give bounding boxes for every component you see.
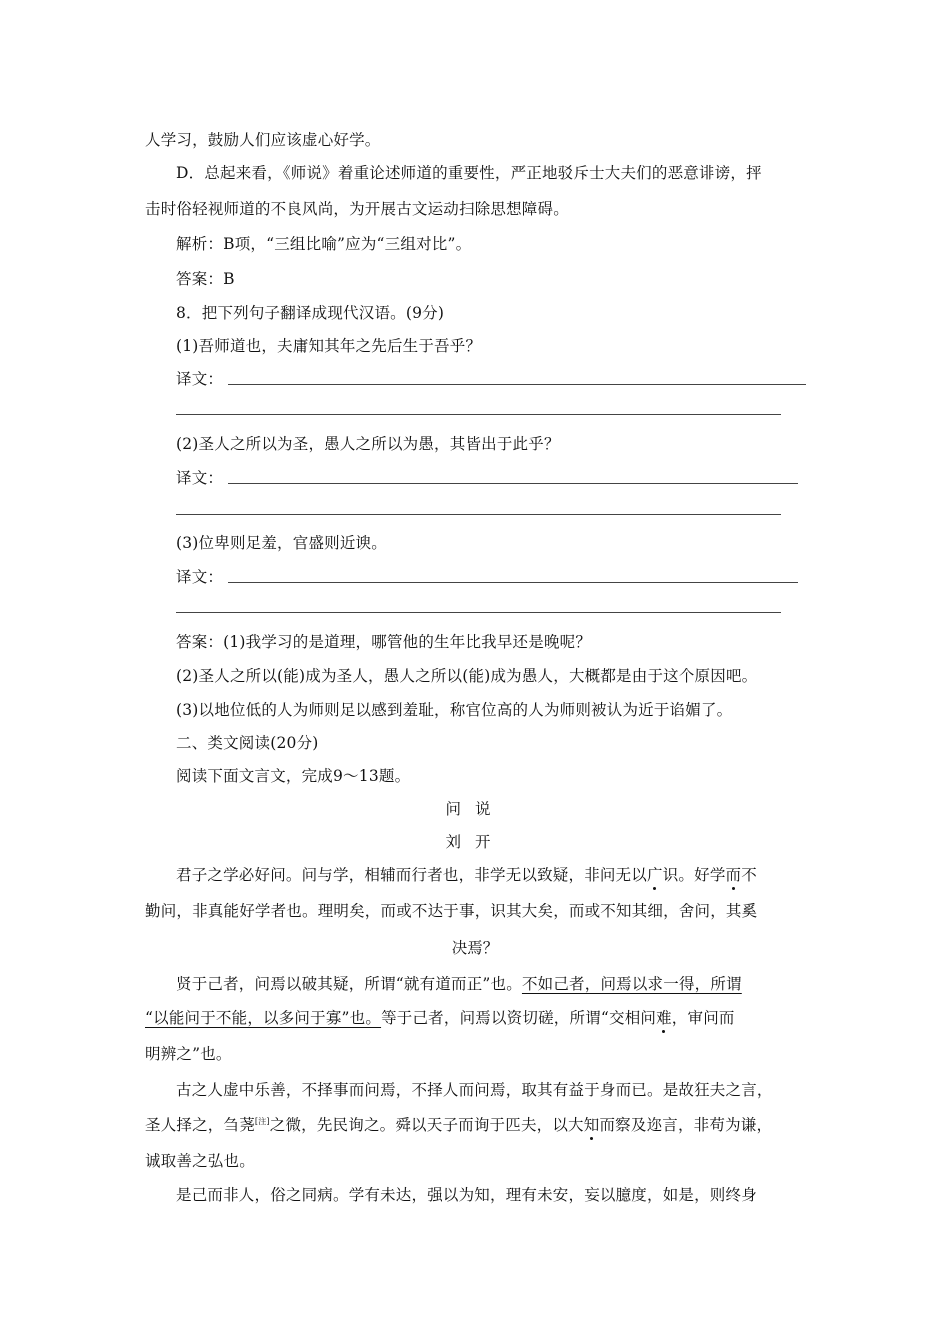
text-line: 人学习，鼓励人们应该虚心好学。 — [145, 131, 381, 149]
answer-blank-line — [228, 483, 798, 484]
footnote-marker: [注] — [254, 1117, 270, 1126]
passage-line: “以能问于不能，以多问于寡”也。等于己者，问焉以资切磋，所谓“交相问难，审问而 — [145, 1009, 735, 1027]
answer-blank-line — [176, 514, 781, 515]
passage-line: 君子之学必好问。问与学，相辅而行者也，非学无以致疑，非问无以广识。好学而不 — [176, 866, 757, 884]
answer-blank-line — [176, 414, 781, 415]
passage-line: 是己而非人，俗之同病。学有未达，强以为知，理有未安，妄以臆度，如是，则终身 — [176, 1186, 757, 1204]
answer-blank-line — [176, 612, 781, 613]
answer-3: (3)以地位低的人为师则足以感到羞耻，称官位高的人为师则被认为近于谄媚了。 — [176, 701, 733, 719]
translation-label: 译文： — [176, 568, 224, 586]
passage-line: 决焉？ — [451, 939, 499, 957]
passage-line: 诚取善之弘也。 — [145, 1152, 255, 1170]
sentence-1: (1)吾师道也，夫庸知其年之先后生于吾乎？ — [176, 337, 482, 355]
answer-blank-line — [228, 384, 806, 385]
passage-author: 刘开 — [445, 833, 505, 851]
text-line: 击时俗轻视师道的不良风尚，为开展古文运动扫除思想障碍。 — [145, 200, 569, 218]
passage-line: 明辨之”也。 — [145, 1045, 232, 1063]
answer-blank-line — [228, 582, 798, 583]
sentence-2: (2)圣人之所以为圣，愚人之所以为愚，其皆出于此乎？ — [176, 435, 560, 453]
passage-line: 勤问，非真能好学者也。理明矣，而或不达于事，识其大矣，而或不知其细，舍问，其奚 — [145, 902, 758, 920]
sentence-3: (3)位卑则足羞，官盛则近谀。 — [176, 534, 387, 552]
question-8: 8．把下列句子翻译成现代汉语。(9分) — [176, 304, 445, 322]
passage-line: 贤于己者，问焉以破其疑，所谓“就有道而正”也。不如己者，问焉以求一得，所谓 — [176, 975, 742, 993]
underlined-sentence: “以能问于不能，以多问于寡”也。 — [145, 1009, 382, 1027]
underlined-sentence: 不如己者，问焉以求一得，所谓 — [521, 975, 742, 993]
translation-label: 译文： — [176, 469, 224, 487]
passage-title: 问说 — [445, 800, 505, 818]
analysis: 解析：B项，“三组比喻”应为“三组对比”。 — [176, 235, 472, 253]
option-d: D．总起来看，《师说》着重论述师道的重要性，严正地驳斥士大夫们的恶意诽谤，抨 — [176, 164, 762, 182]
translation-label: 译文： — [176, 370, 224, 388]
section-heading: 二、类文阅读(20分) — [176, 734, 319, 752]
passage-line: 圣人择之，刍荛[注]之微，先民询之。舜以天子而询于匹夫，以大知而察及迩言，非苟为谦， — [145, 1116, 773, 1134]
instruction: 阅读下面文言文，完成9～13题。 — [176, 767, 411, 785]
answer-1: 答案：(1)我学习的是道理，哪管他的生年比我早还是晚呢？ — [176, 633, 592, 651]
passage-line: 古之人虚中乐善，不择事而问焉，不择人而问焉，取其有益于身而已。是故狂夫之言， — [176, 1081, 773, 1099]
answer-2: (2)圣人之所以(能)成为圣人，愚人之所以(能)成为愚人，大概都是由于这个原因吧。 — [176, 667, 758, 685]
answer: 答案：B — [176, 270, 235, 288]
